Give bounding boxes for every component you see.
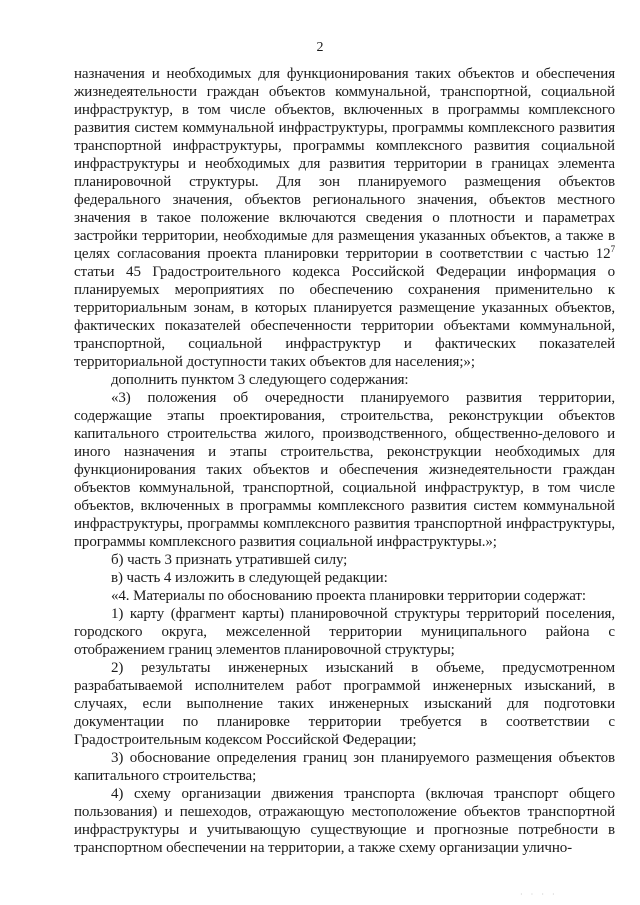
page-number: 2 [316,40,324,55]
paragraph-2: дополнить пунктом 3 следующего содержания: [111,372,409,388]
paragraph-3: «3) положения об очередности планируемого развития территории, содержащие этапы проектирования, строительства, реконструкции объектов капитального строительства жилого, производственного, общественно-делового и иного назначения и этапы строительства, реконструкции необходимых для функционирования таких объектов и обеспечения жизнедеятельности граждан объектов коммунальной, транспортной, социальной инфраструктур, в том числе объектов, включенных в программы комплексного развития систем коммунальной инфраструктуры, программы комплексного развития транспортной инфраструктуры, программы комплексного развития социальной инфраструктуры.»; [74,390,615,550]
paragraph-1-superscript: 7 [610,244,615,254]
scan-artifact: · · · · [520,890,558,899]
paragraph-6: «4. Материалы по обоснованию проекта планировки территории содержат: [111,588,586,604]
paragraph-1-text: назначения и необходимых для функционирования таких объектов и обеспечения жизнедеятельности граждан объектов коммунальной, транспортной, социальной инфраструктур, в том числе объектов, включенных в программы комплексного развития систем коммунальной инфраструктуры, программы комплексного развития транспортной инфраструктуры, программы комплексного развития социальной инфраструктуры и необходимых для развития территории в границах элемента планировочной структуры. Для зон планируемого размещения объектов федерального значения, объектов регионального значения, объектов местного значения в такое положение включаются сведения о плотности и параметрах застройки территории, необходимые для размещения указанных объектов, а также в целях согласования проекта планировки территории в соответствии с частью 12 [74,66,615,262]
paragraph-7: 1) карту (фрагмент карты) планировочной структуры территорий поселения, городского округа, межселенной территории муниципального района с отображением границ элементов планировочной структуры; [74,606,615,658]
paragraph-9: 3) обоснование определения границ зон планируемого размещения объектов капитального строительства; [74,750,615,784]
paragraph-1 [74,65,615,371]
body-text [74,65,615,857]
paragraph-1-tail: статьи 45 Градостроительного кодекса Российской Федерации информация о планируемых мероприятиях по обеспечению сохранения применительно к территориальным зонам, в которых планируется размещение указанных объектов, фактических показателей обеспеченности территории объектами коммунальной, транспортной, социальной инфраструктур и фактических показателей территориальной доступности таких объектов для населения;»; [74,264,615,370]
paragraph-5: в) часть 4 изложить в следующей редакции: [111,570,388,586]
paragraph-8: 2) результаты инженерных изысканий в объеме, предусмотренном разрабатываемой исполнителем работ программой инженерных изысканий, в случаях, если выполнение таких инженерных изысканий для подготовки документации по планировке территории требуется в соответствии с Градостроительным кодексом Российской Федерации; [74,660,615,748]
paragraph-4: б) часть 3 признать утратившей силу; [111,552,348,568]
paragraph-10: 4) схему организации движения транспорта (включая транспорт общего пользования) и пешеходов, отражающую местоположение объектов транспортной инфраструктуры и учитывающую существующие и прогнозные потребности в транспортном обеспечении на территории, а также схему организации улично- [74,786,615,856]
